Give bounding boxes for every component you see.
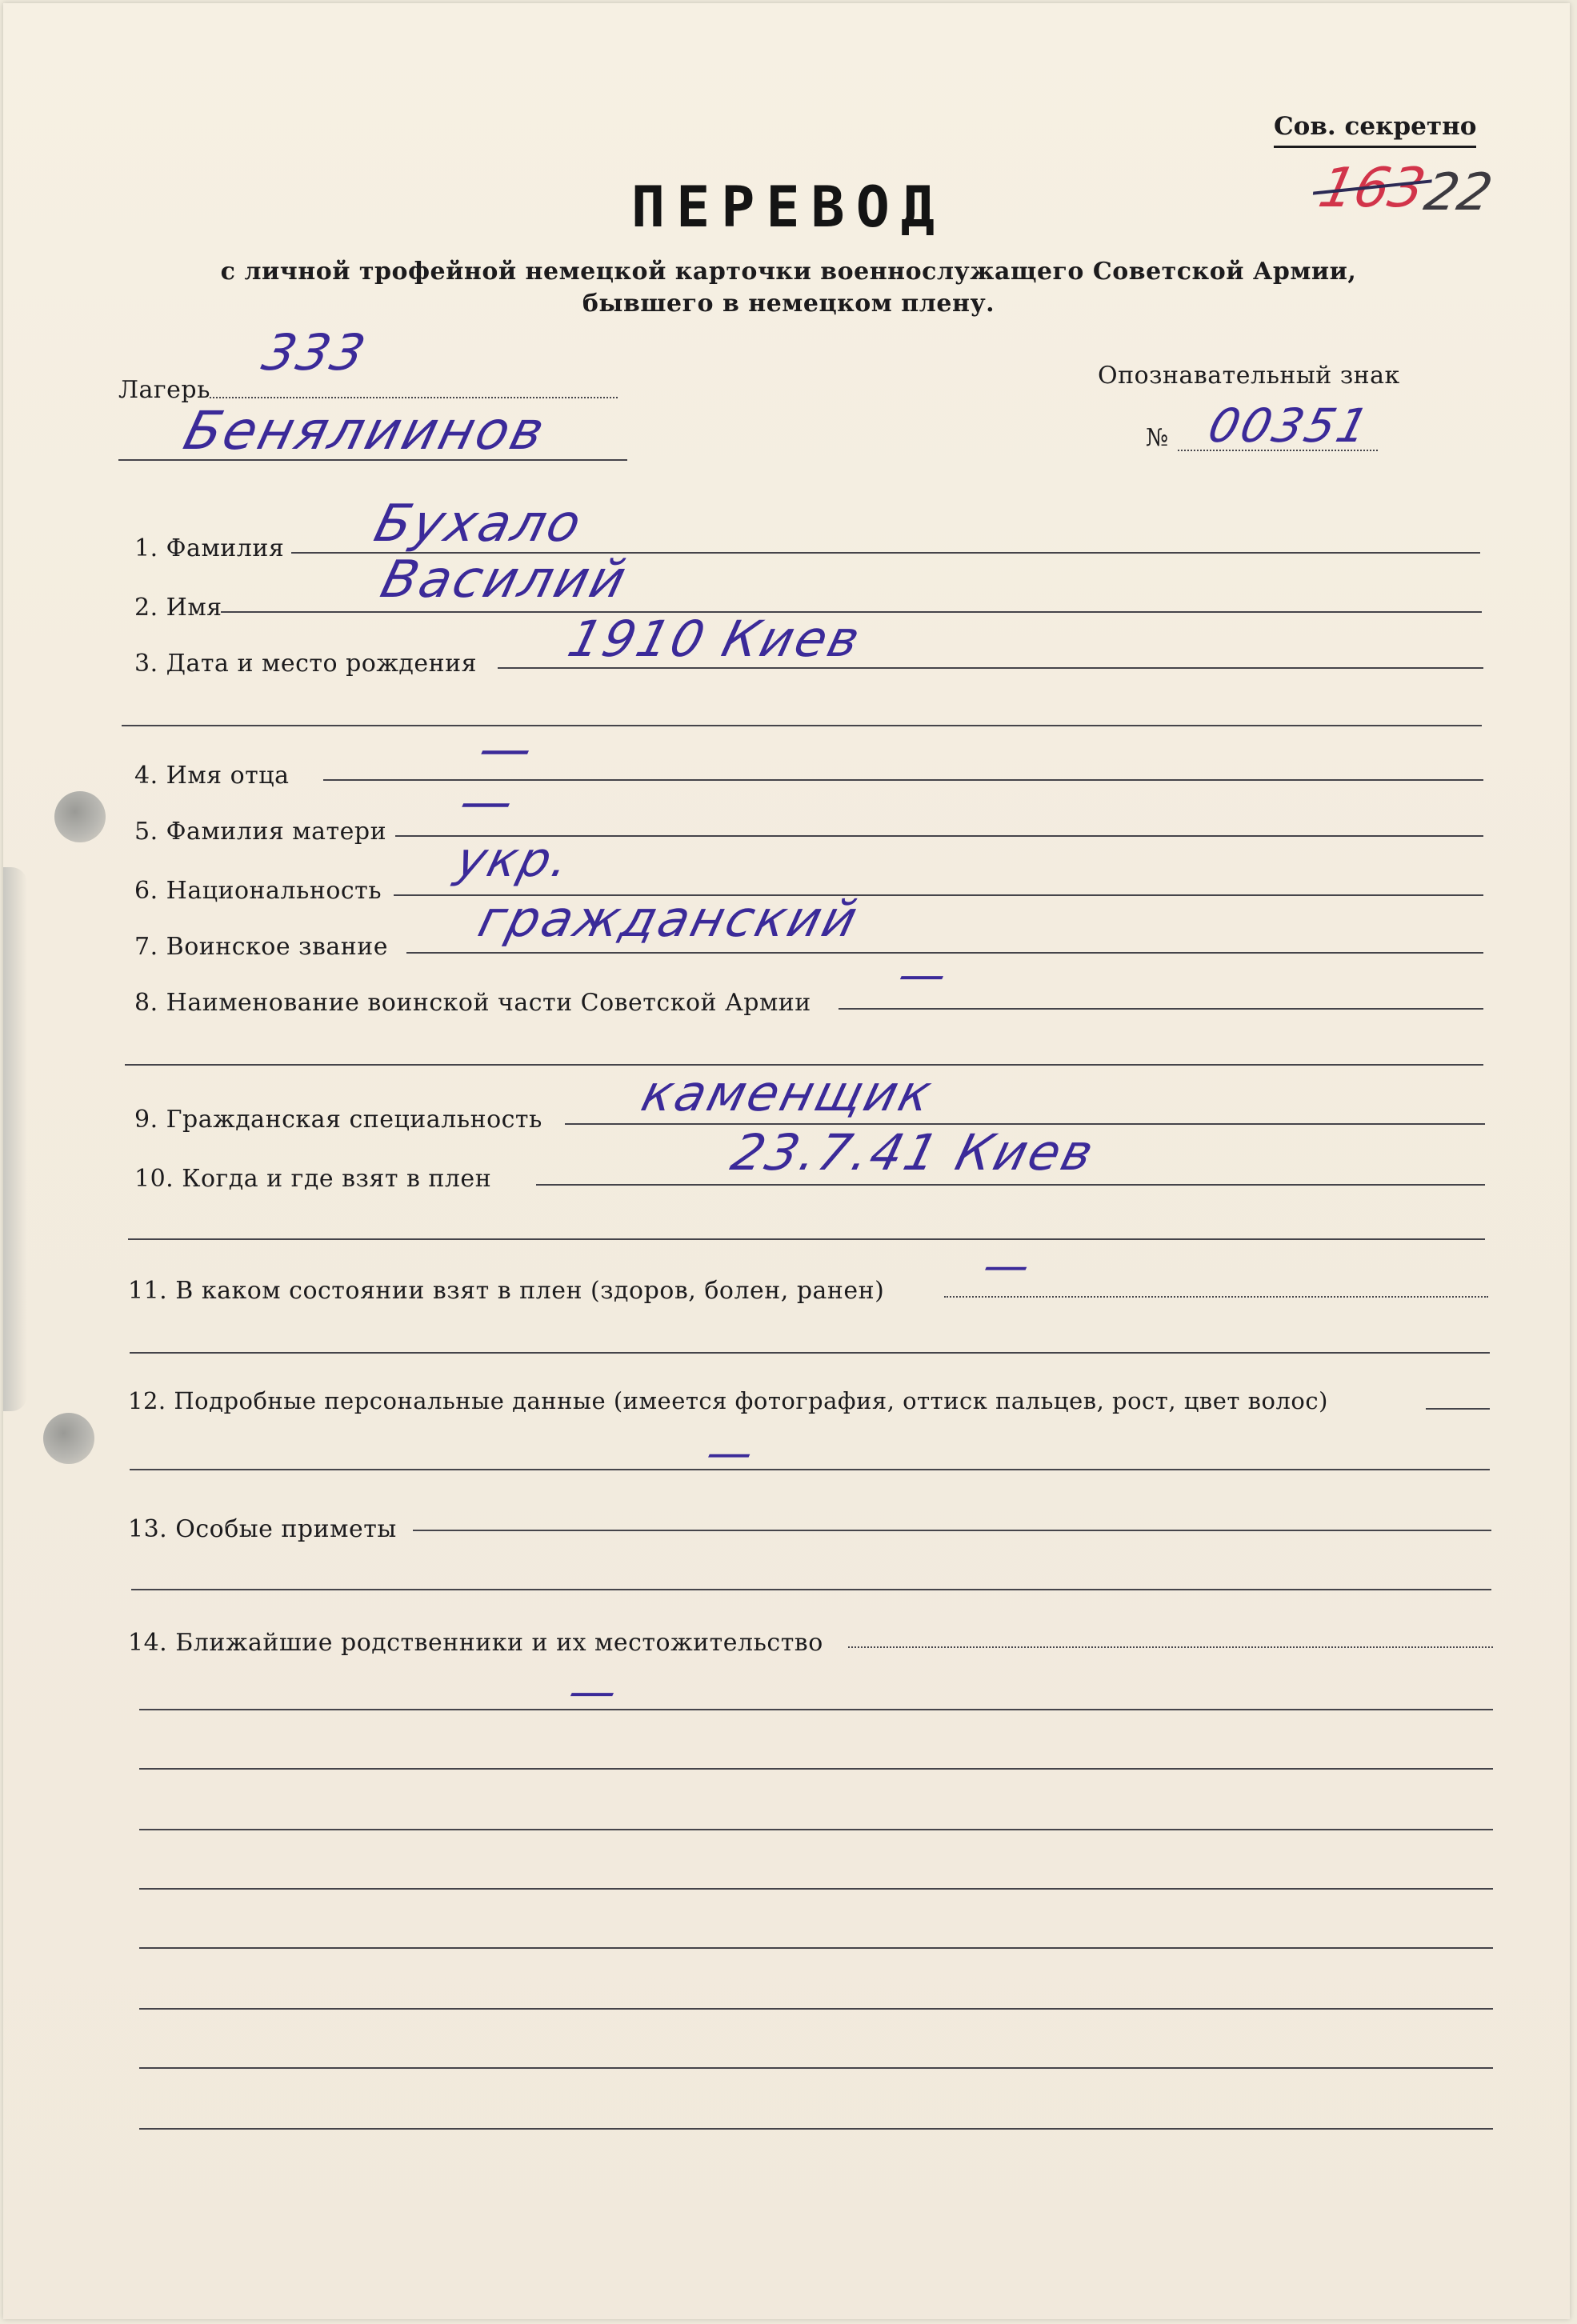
field-9-value: каменщик [635,1064,940,1122]
page-curl [3,867,27,1411]
camp-label: Лагерь [118,376,210,404]
ruled-line [139,2008,1493,2010]
field-13-extra-line [131,1589,1491,1590]
field-11-extra-line [130,1352,1490,1354]
field-13-line [413,1530,1491,1531]
field-2-value: Василий [374,550,634,610]
field-1-label: 1. Фамилия [134,534,285,562]
ruled-line [139,1829,1493,1830]
field-3-extra-line [122,725,1482,726]
punch-hole-bottom [43,1413,94,1464]
field-10-line [536,1184,1485,1186]
secret-stamp: Сов. секретно [1274,112,1476,148]
field-3-label: 3. Дата и место рождения [134,650,478,678]
id-tag-number-prefix: № [1146,424,1169,452]
field-11-line [944,1296,1488,1298]
field-12-value: — [700,1427,762,1479]
field-13-label: 13. Особые приметы [128,1515,397,1543]
field-5-label: 5. Фамилия матери [134,818,387,846]
field-9-label: 9. Гражданская специальность [134,1106,542,1134]
field-5-value: — [453,773,522,832]
field-11-label: 11. В каком состоянии взят в плен (здоров, болен, ранен) [128,1277,885,1305]
field-10-value: 23.7.41 Киев [725,1123,1102,1182]
field-7-value: гражданский [472,890,866,948]
field-14-label: 14. Ближайшие родственники и их местожительство [128,1629,823,1657]
field-8-line [839,1008,1483,1010]
id-tag-label: Опознавательный знак [1098,362,1400,390]
id-tag-number: 00351 [1203,398,1376,453]
field-14-line [848,1646,1493,1648]
document-subtitle-line1: с личной трофейной немецкой карточки военнослужащего Советской Армии, [220,258,1357,286]
camp-name-line [118,459,627,461]
ruled-line [139,1768,1493,1770]
field-10-label: 10. Когда и где взят в плен [134,1165,492,1193]
ruled-line [139,2128,1493,2130]
field-4-value: — [472,720,542,779]
field-6-label: 6. Национальность [134,877,382,905]
field-8-value: — [892,947,955,1002]
ruled-line [139,1709,1493,1710]
document-title: ПЕРЕВОД [630,174,946,240]
field-2-label: 2. Имя [134,594,222,622]
ruled-line [139,1888,1493,1890]
field-6-value: укр. [450,832,578,888]
camp-line [210,397,618,398]
camp-name: Бенялиинов [178,400,553,462]
field-1-value: Бухало [368,494,590,554]
field-11-value: — [977,1240,1039,1292]
archive-number-crossed: 163 [1313,157,1431,220]
punch-hole-top [54,791,106,842]
field-12-line [1426,1408,1490,1410]
ruled-line [139,1947,1493,1949]
field-8-label: 8. Наименование воинской части Советской Армии [134,989,811,1017]
field-4-label: 4. Имя отца [134,762,290,790]
field-3-value: 1910 Киев [562,610,868,668]
archive-number: 22 [1419,163,1498,222]
camp-number: 333 [256,323,374,382]
field-12-label: 12. Подробные персональные данные (имеется фотография, оттиск пальцев, рост, цвет волос) [128,1387,1328,1414]
field-10-extra-line [128,1238,1485,1240]
document-subtitle-line2: бывшего в немецком плену. [582,290,995,318]
field-7-label: 7. Воинское звание [134,933,389,961]
field-14-value: — [562,1664,626,1718]
ruled-line [139,2067,1493,2069]
field-12-extra-line [130,1469,1490,1470]
